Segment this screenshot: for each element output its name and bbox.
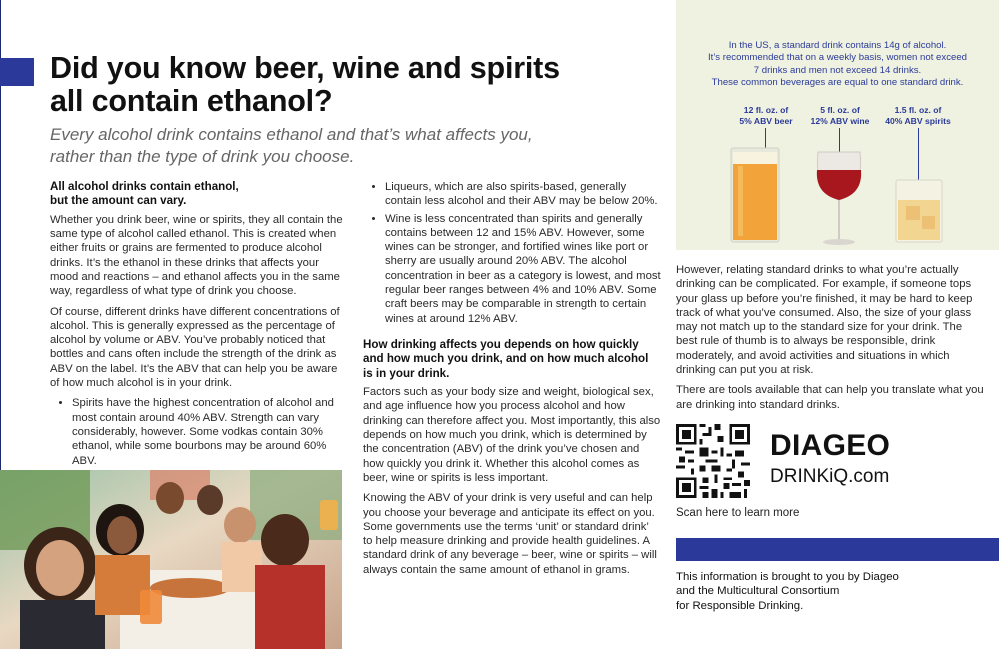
paragraph: Whether you drink beer, wine or spirits, they all contain the same type of alcohol called ethanol. This is created when either fruits or grains are fermented to produce alcohol drinks. It’s the ethanol in these drinks that affects your mood and reactions – and ethanol affects you in the same way, regardless of what type of drink you choose. [50, 213, 343, 298]
spirits-label: 1.5 fl. oz. of 40% ABV spirits [885, 105, 951, 126]
friends-toasting-photo [0, 470, 342, 649]
scan-instructions: Scan here to learn more [676, 507, 800, 519]
title-accent-block [0, 58, 34, 86]
paragraph: However, relating standard drinks to what you’re actually drinking can be complicated. For example, if someone tops your glass up before you’re finished, it may be hard to keep track of what you’ve consumed. Also, the size of your glass may not match up to the standard size for your drink. The best rule of thumb is to always be responsible, drink moderately, and avoid activities and situations in which drinking can put you at risk. [676, 264, 973, 377]
drinkiq-link[interactable]: DRINKiQ.com [770, 466, 890, 487]
beer-label: 12 fl. oz. of 5% ABV beer [739, 105, 793, 126]
footer-accent-bar [676, 538, 999, 561]
bullet-list [50, 396, 346, 467]
paragraph: Factors such as your body size and weight, biological sex, and age influence how you process alcohol and how drinking can therefore affect you. Most importantly, this also depends on how much you drink, which is determined by the concentration (ABV) of the drink you’ve chosen and how quickly you drink it. Whether this alcohol comes as beer, wine or spirits is less important. [363, 386, 661, 484]
sponsor-note: This information is brought to you by Diageo and the Multicultural Consortium for Responsible Drinking. [676, 571, 899, 612]
drink-glasses-illustration [676, 140, 999, 250]
column-3 [676, 263, 984, 418]
list-item: • Wine is less concentrated than spirits and generally contains between 12 and 15% ABV. However, some wines can be stronger, and fortified wines like port or sherry are usually around 20% ABV. The alcohol concentration in beer as a category is lowest, and most regular beer ranges between 4% and 10% ABV. Some craft beers may be comparable in strength to certain wines at around 12% ABV. [385, 212, 661, 326]
column-2 [363, 180, 661, 583]
bullet-list [363, 180, 661, 326]
page-subtitle: Every alcohol drink contains ethanol and that’s what affects you, rather than the type of drink you choose. [50, 125, 533, 166]
wine-glass-icon [817, 152, 861, 245]
qr-code[interactable] [676, 424, 750, 498]
list-item: • Spirits have the highest concentration of alcohol and most contain around 40% ABV. Strength can vary considerably, however. Some vodkas contain 30% ethanol, while some bourbons may be around 60% ABV. [72, 396, 346, 467]
paragraph: Of course, different drinks have different concentrations of alcohol. This is generally expressed as the percentage of alcohol by volume or ABV. You’ve probably noticed that bottles and cans often include the strength of the drink as ABV on the label. It’s the ABV that can help you be aware of how much alcohol is in your drink. [50, 305, 340, 390]
diageo-logo: DIAGEO [770, 429, 891, 462]
column-1 [50, 180, 346, 471]
standard-drink-intro: In the US, a standard drink contains 14g of alcohol. It’s recommended that on a weekly basis, women not exceed 7 drinks and men not exceed 14 drinks. These common beverages are equal to one standard drink. [708, 40, 967, 89]
wine-label: 5 fl. oz. of 12% ABV wine [810, 105, 870, 126]
beer-glass-icon [731, 148, 779, 242]
section-heading-drinking: How drinking affects you depends on how quickly and how much you drink, and on how much alcohol is in your drink. [363, 337, 649, 380]
page-title: Did you know beer, wine and spirits all contain ethanol? [50, 51, 560, 118]
section-heading-ethanol: All alcohol drinks contain ethanol, but the amount can vary. [50, 180, 239, 208]
paragraph: There are tools available that can help you translate what you are drinking into standard drinks. [676, 384, 984, 411]
paragraph: Knowing the ABV of your drink is very useful and can help you choose your beverage and anticipate its effect on you. Some governments use the terms ‘unit’ or standard drink’ to help measure drinking and provide health guidelines. A standard drink of any beverage – beer, wine or spirits – will always contain the same amount of ethanol in grams. [363, 492, 657, 576]
spirits-glass-icon [896, 180, 942, 242]
list-item: • Liqueurs, which are also spirits-based, generally contain less alcohol and their ABV may be below 20%. [385, 180, 661, 209]
standard-drink-infographic [676, 0, 999, 250]
